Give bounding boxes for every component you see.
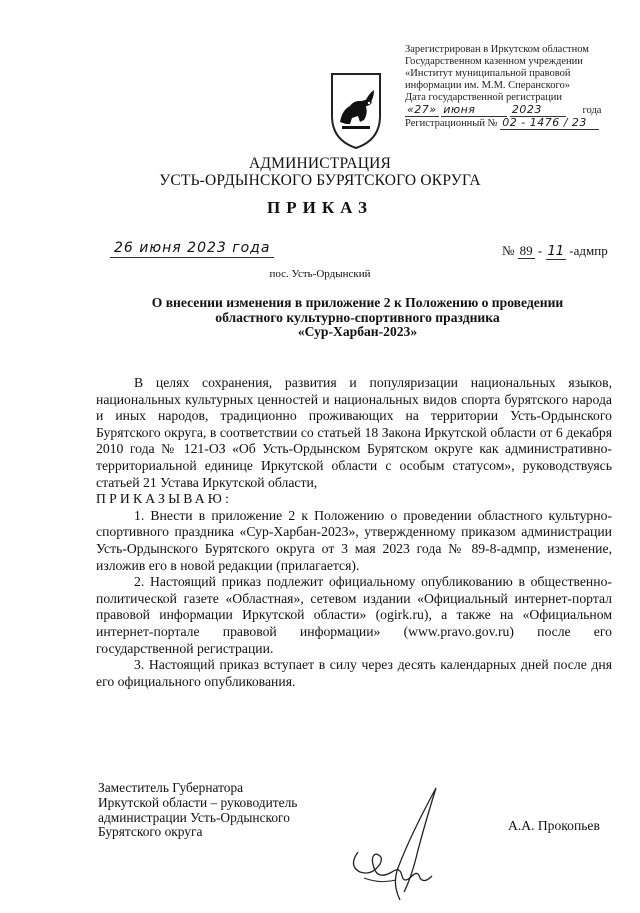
document-body [96,375,612,690]
number-part2: 11 [547,244,565,259]
stamp-regnum [405,117,630,130]
stamp-line: Зарегистрирован в Иркутском областном [405,44,589,55]
stamp-line: Государственном казенном учреждении [405,56,583,67]
number-part1: 89 [519,243,533,258]
registration-stamp [405,44,630,130]
order-item-3: 3. Настоящий приказ вступает в силу через десять календарных дней после дня его официального опубликования. [96,657,612,689]
heading-line: О внесении изменения в приложение 2 к Положению о проведении [151,295,564,310]
stamp-date-month: июня [441,104,507,117]
stamp-line: Дата государственной регистрации [405,92,562,103]
handwritten-signature [340,780,460,905]
document-type-title: ПРИКАЗ [267,198,373,217]
signatory-title [98,781,297,840]
stamp-line: «Институт муниципальной правовой [405,68,571,79]
stamp-date-day: «27» [407,103,437,116]
signatory-title-line: Заместитель Губернатора [98,780,244,795]
number-suffix: -адмпр [569,243,608,258]
stamp-date-suffix: года [582,105,602,116]
order-word: ПРИКАЗЫВАЮ: [96,491,233,507]
stamp-line: информации им. М.М. Сперанского» [405,80,570,91]
stamp-regnum-label: Регистрационный № [405,118,498,129]
stamp-date-year: 2023 [510,104,566,117]
intro-paragraph: В целях сохранения, развития и популяризации национальных языков, национальных культурных ценностей и национальных видов спорта бурятского народа и иных народов, традиционно проживающих на территории Усть-Ордынского Бурятского округа, в соответствии со статьей 18 Закона Иркутской области от 6 декабря 2010 года № 121-ОЗ «Об Усть-Ордынском Бурятском округе как административно-территориальной единице Иркутской области с особым статусом», руководствуясь статьей 21 Устава Иркутской области, [96,375,612,490]
order-item-1: 1. Внести в приложение 2 к Положению о проведении областного культурно-спортивного праздника «Сур-Харбан-2023», утвержденному приказом администрации Усть-Ордынского Бурятского округа от 3 мая 2023 года № 89-8-адмпр, изменение, изложив его в новой редакции (прилагается). [96,507,612,573]
signatory-title-line: администрации Усть-Ордынского [98,809,290,825]
org-name-line2: УСТЬ-ОРДЫНСКОГО БУРЯТСКОГО ОКРУГА [159,172,481,189]
coat-of-arms-icon [328,70,384,150]
stamp-regnum-value: 02 - 1476 / 23 [500,117,599,130]
order-item-2: 2. Настоящий приказ подлежит официальному опубликованию в общественно-политической газете «Областная», сетевом издании «Официальный интернет-портал правовой информации Иркутской области» (ogirk.ru), а также на «Официальном интернет-портале правовой информации» (www.pravo.gov.ru) после его государственной регистрации. [96,574,612,656]
heading-line: «Сур-Харбан-2023» [297,324,418,339]
document-heading [110,296,605,340]
number-prefix: № [502,243,515,258]
place-of-issue: пос. Усть-Ордынский [269,268,371,280]
signatory-name: А.А. Прокопьев [508,818,600,833]
org-name-line1: АДМИНИСТРАЦИЯ [248,155,392,172]
document-date: 26 июня 2023 года [110,240,274,258]
number-sep: - [537,243,543,258]
signatory-title-line: Бурятского округа [98,824,203,840]
signatory-title-line: Иркутской области – руководитель [98,794,298,810]
heading-line: областного культурно-спортивного праздника [215,309,500,325]
document-number [502,243,608,259]
